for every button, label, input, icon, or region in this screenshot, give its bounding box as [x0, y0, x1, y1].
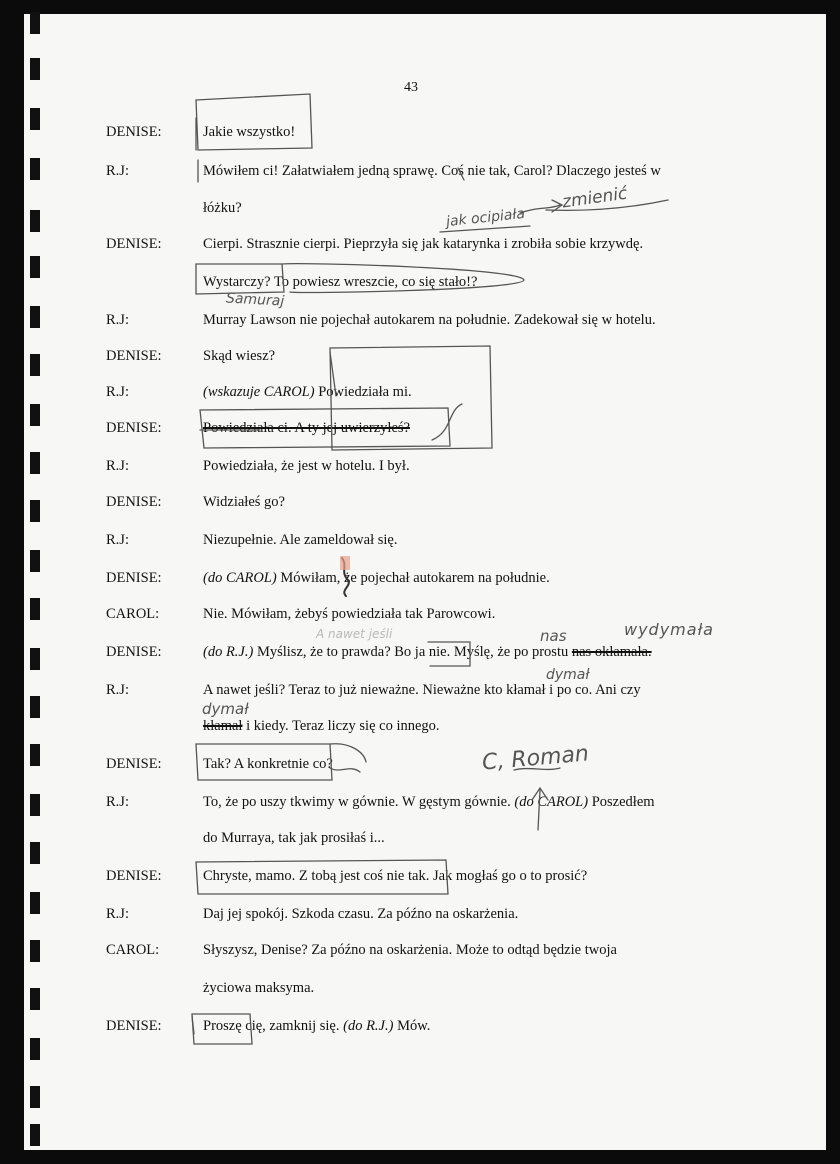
handwritten-note-dymal-2: dymał — [202, 700, 249, 718]
handwritten-note-dymal-1: dymał — [546, 667, 590, 683]
line-text: Proszę cię, zamknij się. — [203, 1018, 344, 1034]
struck-text: Powiedziała ci. A ty jej uwierzyłeś? — [203, 420, 410, 436]
dialogue-line — [203, 420, 410, 437]
binding-hole — [30, 940, 40, 962]
speaker-label: DENISE: — [106, 644, 162, 660]
line-text: Skąd wiesz? — [203, 348, 276, 364]
binding-hole — [30, 550, 40, 572]
dialogue-line — [203, 570, 550, 587]
line-text: i kiedy. Teraz liczy się co innego. — [242, 718, 440, 734]
line-text: A nawet jeśli? Teraz to już nieważne. Nieważne kto kłamał i po co. Ani czy — [203, 682, 641, 698]
binding-hole — [30, 598, 40, 620]
binding-hole — [30, 988, 40, 1010]
dialogue-line — [203, 756, 333, 773]
dialogue-line — [203, 980, 314, 997]
struck-text: kłamał — [203, 718, 243, 734]
binding-hole — [30, 1124, 40, 1146]
speaker-label: DENISE: — [106, 236, 162, 252]
stage-direction: (do R.J.) — [203, 644, 254, 660]
speaker-label: DENISE: — [106, 494, 162, 510]
line-text: Tak? A konkretnie co? — [203, 756, 333, 772]
line-text: życiowa maksyma. — [203, 980, 315, 996]
binding-hole — [30, 1086, 40, 1108]
line-text: Powiedziała mi. — [314, 384, 412, 400]
binding-hole — [30, 256, 40, 278]
speaker-label: R.J: — [106, 682, 129, 698]
line-text: Poszedłem — [588, 794, 655, 810]
dialogue-line — [203, 942, 617, 959]
line-text: Mówiłam, że pojechał autokarem na południe. — [276, 570, 550, 586]
speaker-label: DENISE: — [106, 570, 162, 586]
dialogue-line — [203, 384, 412, 401]
binding-hole — [30, 210, 40, 232]
dialogue-line — [203, 236, 643, 253]
speaker-label: DENISE: — [106, 868, 162, 884]
speaker-label: R.J: — [106, 163, 129, 179]
speaker-label: DENISE: — [106, 348, 162, 364]
line-text: Jakie wszystko! — [203, 124, 296, 140]
binding-hole — [30, 158, 40, 180]
speaker-label: R.J: — [106, 458, 129, 474]
line-text: Cierpi. Strasznie cierpi. Pieprzyła się jak katarynka i zrobiła sobie krzywdę. — [203, 236, 644, 252]
line-text: do Murraya, tak jak prosiłaś i... — [203, 830, 385, 846]
dialogue-line — [203, 606, 495, 623]
binding-hole — [30, 354, 40, 376]
speaker-label: R.J: — [106, 384, 129, 400]
line-text: Mówiłem ci! Załatwiałem jedną sprawę. Coś nie tak, Carol? Dlaczego jesteś w — [203, 163, 661, 179]
speaker-label: DENISE: — [106, 420, 162, 436]
dialogue-line — [203, 312, 656, 329]
dialogue-line — [203, 532, 397, 549]
handwritten-note-nas: nas — [540, 627, 567, 645]
line-text: Mów. — [393, 1018, 431, 1034]
line-text: Chryste, mamo. Z tobą jest coś nie tak. Jak mogłaś go o to prosić? — [203, 868, 588, 884]
dialogue-line — [203, 830, 385, 847]
binding-hole — [30, 12, 40, 34]
handwritten-note-zmienic: zmienić — [560, 183, 629, 213]
binding-hole — [30, 892, 40, 914]
dialogue-line — [203, 124, 295, 141]
binding-hole — [30, 648, 40, 670]
binding-hole — [30, 842, 40, 864]
line-text: Niezupełnie. Ale zameldował się. — [203, 532, 398, 548]
dialogue-line — [203, 644, 652, 661]
stage-direction: (do R.J.) — [343, 1018, 394, 1034]
line-text: Widziałeś go? — [203, 494, 285, 510]
binding-hole — [30, 794, 40, 816]
line-text: Wystarczy? To powiesz wreszcie, co się stało!? — [203, 274, 478, 290]
stage-direction: (do CAROL) — [203, 570, 277, 586]
stage-direction: (do CAROL) — [514, 794, 589, 810]
binding-hole — [30, 452, 40, 474]
speaker-label: DENISE: — [106, 756, 162, 772]
line-text: Nie. Mówiłam, żebyś powiedziała tak Parowcowi. — [203, 606, 496, 622]
dialogue-line — [203, 718, 440, 735]
line-text: Powiedziała, że jest w hotelu. I był. — [203, 458, 410, 474]
binding-hole — [30, 404, 40, 426]
speaker-label: R.J: — [106, 794, 129, 810]
binding-hole — [30, 108, 40, 130]
handwritten-note-wydymala: wydymała — [624, 620, 714, 639]
speaker-label: DENISE: — [106, 1018, 162, 1034]
line-text: Słyszysz, Denise? Za późno na oskarżenia. Może to odtąd będzie twoja — [203, 942, 617, 958]
dialogue-line — [203, 794, 655, 811]
speaker-label: R.J: — [106, 312, 129, 328]
dialogue-line — [203, 682, 641, 699]
dialogue-line — [203, 868, 587, 885]
binding-hole — [30, 306, 40, 328]
line-text: To, że po uszy tkwimy w gównie. W gęstym gównie. — [203, 794, 515, 810]
speaker-label: DENISE: — [106, 124, 162, 140]
line-text: Myślisz, że to prawda? Bo ja nie. Myślę, że po prostu — [253, 644, 572, 660]
binding-hole — [30, 696, 40, 718]
speaker-label: R.J: — [106, 906, 129, 922]
dialogue-line — [203, 348, 275, 365]
stage-direction: (wskazuje CAROL) — [203, 384, 315, 400]
handwritten-note-samuraj: Samuraj — [225, 290, 285, 310]
handwritten-note-faint: A nawet jeśli — [316, 627, 393, 641]
dialogue-line — [203, 906, 518, 923]
dialogue-line — [203, 163, 661, 180]
dialogue-line — [203, 1018, 430, 1035]
dialogue-line — [203, 494, 285, 511]
binding-hole — [30, 1038, 40, 1060]
speaker-label: R.J: — [106, 532, 129, 548]
dialogue-line — [203, 458, 410, 475]
binding-hole — [30, 500, 40, 522]
speaker-label: CAROL: — [106, 942, 160, 958]
page-number: 43 — [404, 80, 418, 95]
dialogue-line — [203, 200, 242, 217]
handwritten-note-c-roman: C, Roman — [481, 741, 590, 776]
line-text: łóżku? — [203, 200, 242, 216]
line-text: Murray Lawson nie pojechał autokarem na południe. Zadekował się w hotelu. — [203, 312, 656, 328]
struck-text: nas okłamała. — [571, 644, 652, 660]
dialogue-line — [203, 274, 477, 291]
binding-hole — [30, 58, 40, 80]
line-text: Daj jej spokój. Szkoda czasu. Za późno na oskarżenia. — [203, 906, 519, 922]
handwritten-note-jak-ocipiala: jak ocipiała — [445, 205, 526, 231]
speaker-label: CAROL: — [106, 606, 160, 622]
binding-hole — [30, 744, 40, 766]
